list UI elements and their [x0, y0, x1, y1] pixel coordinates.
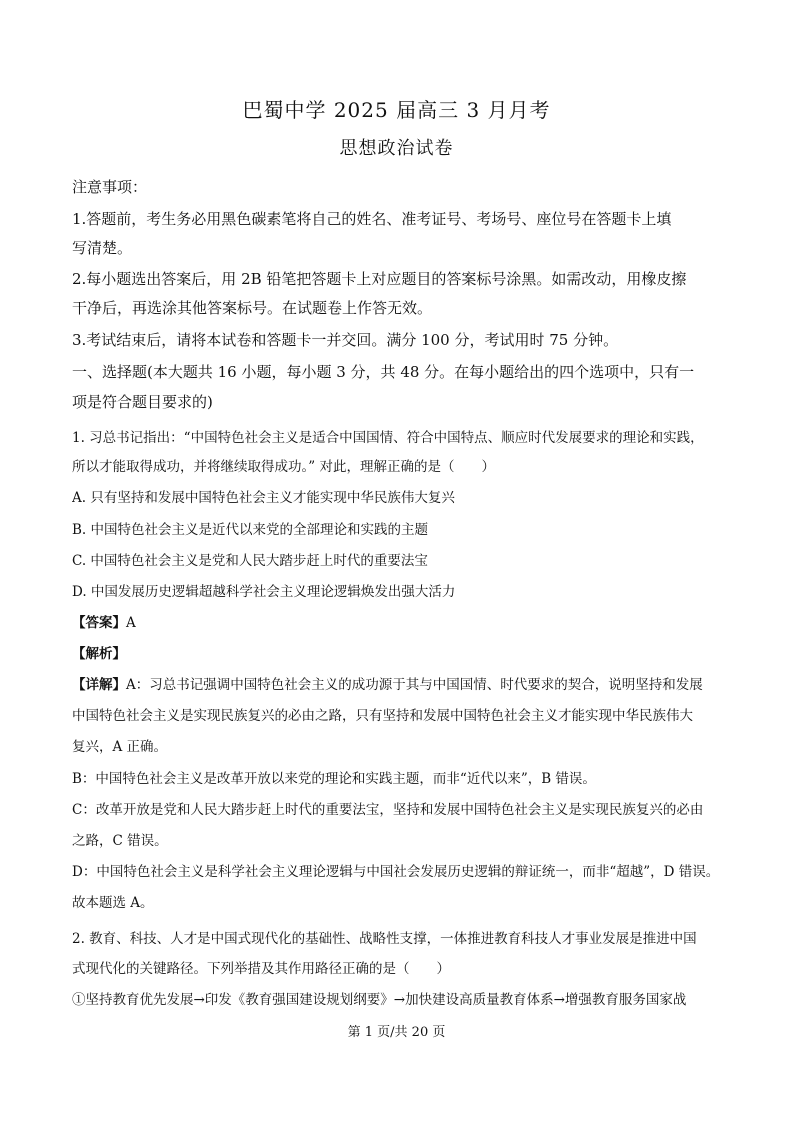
notice-line: 1.答题前，考生务必用黑色碳素笔将自己的姓名、准考证号、考场号、座位号在答题卡上填 — [72, 210, 672, 228]
exam-title: 巴蜀中学 2025 届高三 3 月月考 — [242, 98, 551, 122]
q1-option-a: A. 只有坚持和发展中国特色社会主义才能实现中华民族伟大复兴 — [72, 490, 455, 506]
q1-detail-line: 故本题选 A。 — [72, 895, 154, 911]
q2-stem-line: 式现代化的关键路径。下列举措及其作用路径正确的是（ ） — [72, 961, 450, 977]
q1-detail-line: C：改革开放是党和人民大踏步赶上时代的重要法宝，坚持和发展中国特色社会主义是实现民族复兴的必由 — [72, 802, 704, 818]
q1-option-d: D. 中国发展历史逻辑超越科学社会主义理论逻辑焕发出强大活力 — [72, 584, 456, 600]
q2-stem-line: 2. 教育、科技、人才是中国式现代化的基础性、战略性支撑，一体推进教育科技人才事业发展是推进中国 — [72, 931, 697, 947]
detail-tag: 【详解】 — [72, 677, 126, 693]
q1-detail-line: 中国特色社会主义是实现民族复兴的必由之路，只有坚持和发展中国特色社会主义才能实现中华民族伟大 — [72, 708, 693, 724]
detail-text: A：习总书记强调中国特色社会主义的成功源于其与中国国情、时代要求的契合，说明坚持和发展 — [126, 677, 703, 693]
q2-stem-line: ①坚持教育优先发展→印发《教育强国建设规划纲要》→加快建设高质量教育体系→增强教育服务国家战 — [72, 992, 687, 1008]
analysis-tag: 【解析】 — [72, 646, 126, 662]
q1-stem-line: 1. 习总书记指出：“中国特色社会主义是适合中国国情、符合中国特点、顺应时代发展要求的理论和实践， — [72, 430, 704, 446]
q1-detail-line: 之路，C 错误。 — [72, 833, 168, 849]
q1-detail-line: B：中国特色社会主义是改革开放以来党的理论和实践主题，而非“近代以来”，B 错误。 — [72, 771, 596, 787]
exam-subject: 思想政治试卷 — [339, 138, 454, 159]
notice-line: 2.每小题选出答案后，用 2B 铅笔把答题卡上对应题目的答案标号涂黑。如需改动，用橡皮擦 — [72, 270, 687, 288]
q1-detail-line — [72, 674, 736, 696]
notice-line: 干净后，再选涂其他答案标号。在试题卷上作答无效。 — [72, 299, 433, 317]
q1-detail-line: 复兴，A 正确。 — [72, 739, 168, 755]
q1-option-c: C. 中国特色社会主义是党和人民大踏步赶上时代的重要法宝 — [72, 553, 428, 569]
q1-stem-line: 所以才能取得成功，并将继续取得成功。” 对此，理解正确的是（ ） — [72, 459, 495, 475]
q1-detail-line: D：中国特色社会主义是科学社会主义理论逻辑与中国社会发展历史逻辑的辩证统一，而非“超越”，D 错误。 — [72, 864, 720, 880]
answer-value: A — [126, 615, 136, 631]
notice-heading: 注意事项： — [72, 178, 148, 196]
page-number: 第 1 页/共 20 页 — [347, 1025, 446, 1040]
notice-line: 3.考试结束后，请将本试卷和答题卡一并交回。满分 100 分，考试用时 75 分钟。 — [72, 331, 619, 349]
answer-tag: 【答案】 — [72, 615, 126, 631]
q1-answer — [72, 612, 736, 634]
q1-analysis-tag — [72, 643, 736, 665]
q1-option-b: B. 中国特色社会主义是近代以来党的全部理论和实践的主题 — [72, 522, 429, 538]
section-heading-line: 一、选择题(本大题共 16 小题，每小题 3 分，共 48 分。在每小题给出的四个选项中，只有一 — [72, 363, 695, 381]
notice-line: 写清楚。 — [72, 239, 133, 257]
section-heading-line: 项是符合题目要求的) — [72, 393, 213, 411]
